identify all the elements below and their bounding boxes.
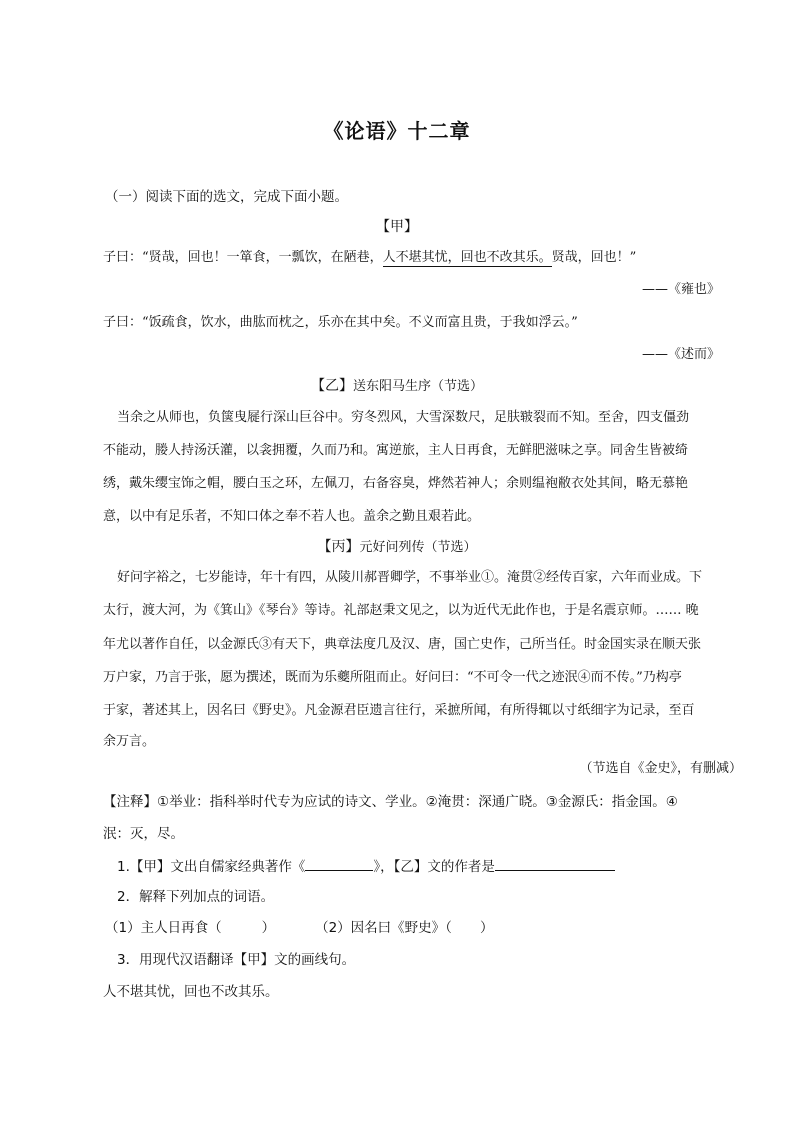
question-1 xyxy=(117,857,615,875)
instruction-text: （一）阅读下面的选文，完成下面小题。 xyxy=(105,189,348,205)
bing-line-1: 好问字裕之，七岁能诗，年十有四，从陵川郝晋卿学，不事举业①。淹贯②经传百家，六年而业成。下 xyxy=(117,570,703,585)
yi-heading-mark: 【乙】 xyxy=(310,378,353,394)
q1-blank-author[interactable] xyxy=(495,857,615,871)
yi-heading xyxy=(0,378,794,395)
bing-line-5: 于家，著述其上，因名曰《野史》。凡金源君臣遗言往行，采摭所闻，有所得辄以寸纸细字为记录，至百 xyxy=(103,703,695,718)
yi-line-3: 绣，戴朱缨宝饰之帽，腰白玉之环，左佩刀，右备容臭，烨然若神人；余则缊袍敝衣处其间，略无慕艳 xyxy=(103,476,689,491)
q2-item-2-close: ） xyxy=(479,920,494,936)
question-3: 3．用现代汉语翻译【甲】文的画线句。 xyxy=(117,952,356,968)
yi-line-2: 不能动，媵人持汤沃灌，以衾拥覆，久而乃和。寓逆旅，主人日再食，无鲜肥滋味之享。同舍生皆被绮 xyxy=(103,443,689,458)
bing-line-3: 年尤以著作自任，以金源氏③有天下，典章法度几及汉、唐，国亡史作，己所当任。时金国实录在顺天张 xyxy=(103,637,702,652)
yi-line-1: 当余之从师也，负箧曳屣行深山巨谷中。穷冬烈风，大雪深数尺，足肤皲裂而不知。至舍，四支僵劲 xyxy=(117,410,690,425)
page-title: 《论语》十二章 xyxy=(323,119,471,143)
jia-p1-pre: 子曰：“贤哉，回也！一箪食，一瓢饮，在陋巷， xyxy=(103,250,383,265)
jia-source-2: ——《述而》 xyxy=(641,347,720,362)
yi-line-4: 意，以中有足乐者，不知口体之奉不若人也。盖余之勤且艰若此。 xyxy=(103,509,481,524)
q2-item-1: （1）主人日再食（ xyxy=(105,920,222,936)
notes-line-1: 【注释】①举业：指科举时代专为应试的诗文、学业。②淹贯：深通广晓。③金源氏：指金国。④ xyxy=(103,794,678,810)
bing-source: （节选自《金史》，有删减） xyxy=(579,761,742,776)
q2-item-1-close: ） xyxy=(261,920,276,936)
bing-line-4: 万户家，乃言于张，愿为撰述，既而为乐夔所阻而止。好问曰：“不可令一代之迹泯④而不传。”乃构亭 xyxy=(103,670,682,685)
jia-heading: 【甲】 xyxy=(376,219,418,235)
jia-source-1: ——《雍也》 xyxy=(641,282,720,297)
jia-p1-post: 贤哉，回也！” xyxy=(551,250,637,265)
jia-paragraph-1 xyxy=(103,250,636,266)
question-3-sentence: 人不堪其忧，回也不改其乐。 xyxy=(103,984,279,1000)
bing-line-2: 太行，渡大河，为《箕山》《琴台》等诗。礼部赵秉文见之，以为近代无此作也，于是名震京师。…… 晚 xyxy=(103,603,699,618)
bing-heading-title: 元好问列传（节选） xyxy=(359,540,477,555)
q2-item-2: （2）因名曰《野史》（ xyxy=(315,920,452,936)
question-2-items xyxy=(105,920,493,936)
jia-paragraph-2: 子曰：“饭疏食，饮水，曲肱而枕之，乐亦在其中矣。不义而富且贵，于我如浮云。” xyxy=(103,315,578,330)
bing-heading xyxy=(0,539,794,556)
notes-line-2: 泯：灭，尽。 xyxy=(103,826,184,842)
question-2: 2．解释下列加点的词语。 xyxy=(117,889,275,905)
bing-heading-mark: 【丙】 xyxy=(317,539,360,555)
jia-underlined-sentence: 人不堪其忧，回也不改其乐。 xyxy=(382,250,552,265)
q1-text-a: 1.【甲】文出自儒家经典著作《 xyxy=(117,859,306,875)
bing-line-6: 余万言。 xyxy=(103,734,156,749)
q1-text-b: 》，【乙】文的作者是 xyxy=(373,859,495,875)
yi-heading-title: 送东阳马生序（节选） xyxy=(352,379,483,394)
q1-blank-book[interactable] xyxy=(305,857,373,871)
